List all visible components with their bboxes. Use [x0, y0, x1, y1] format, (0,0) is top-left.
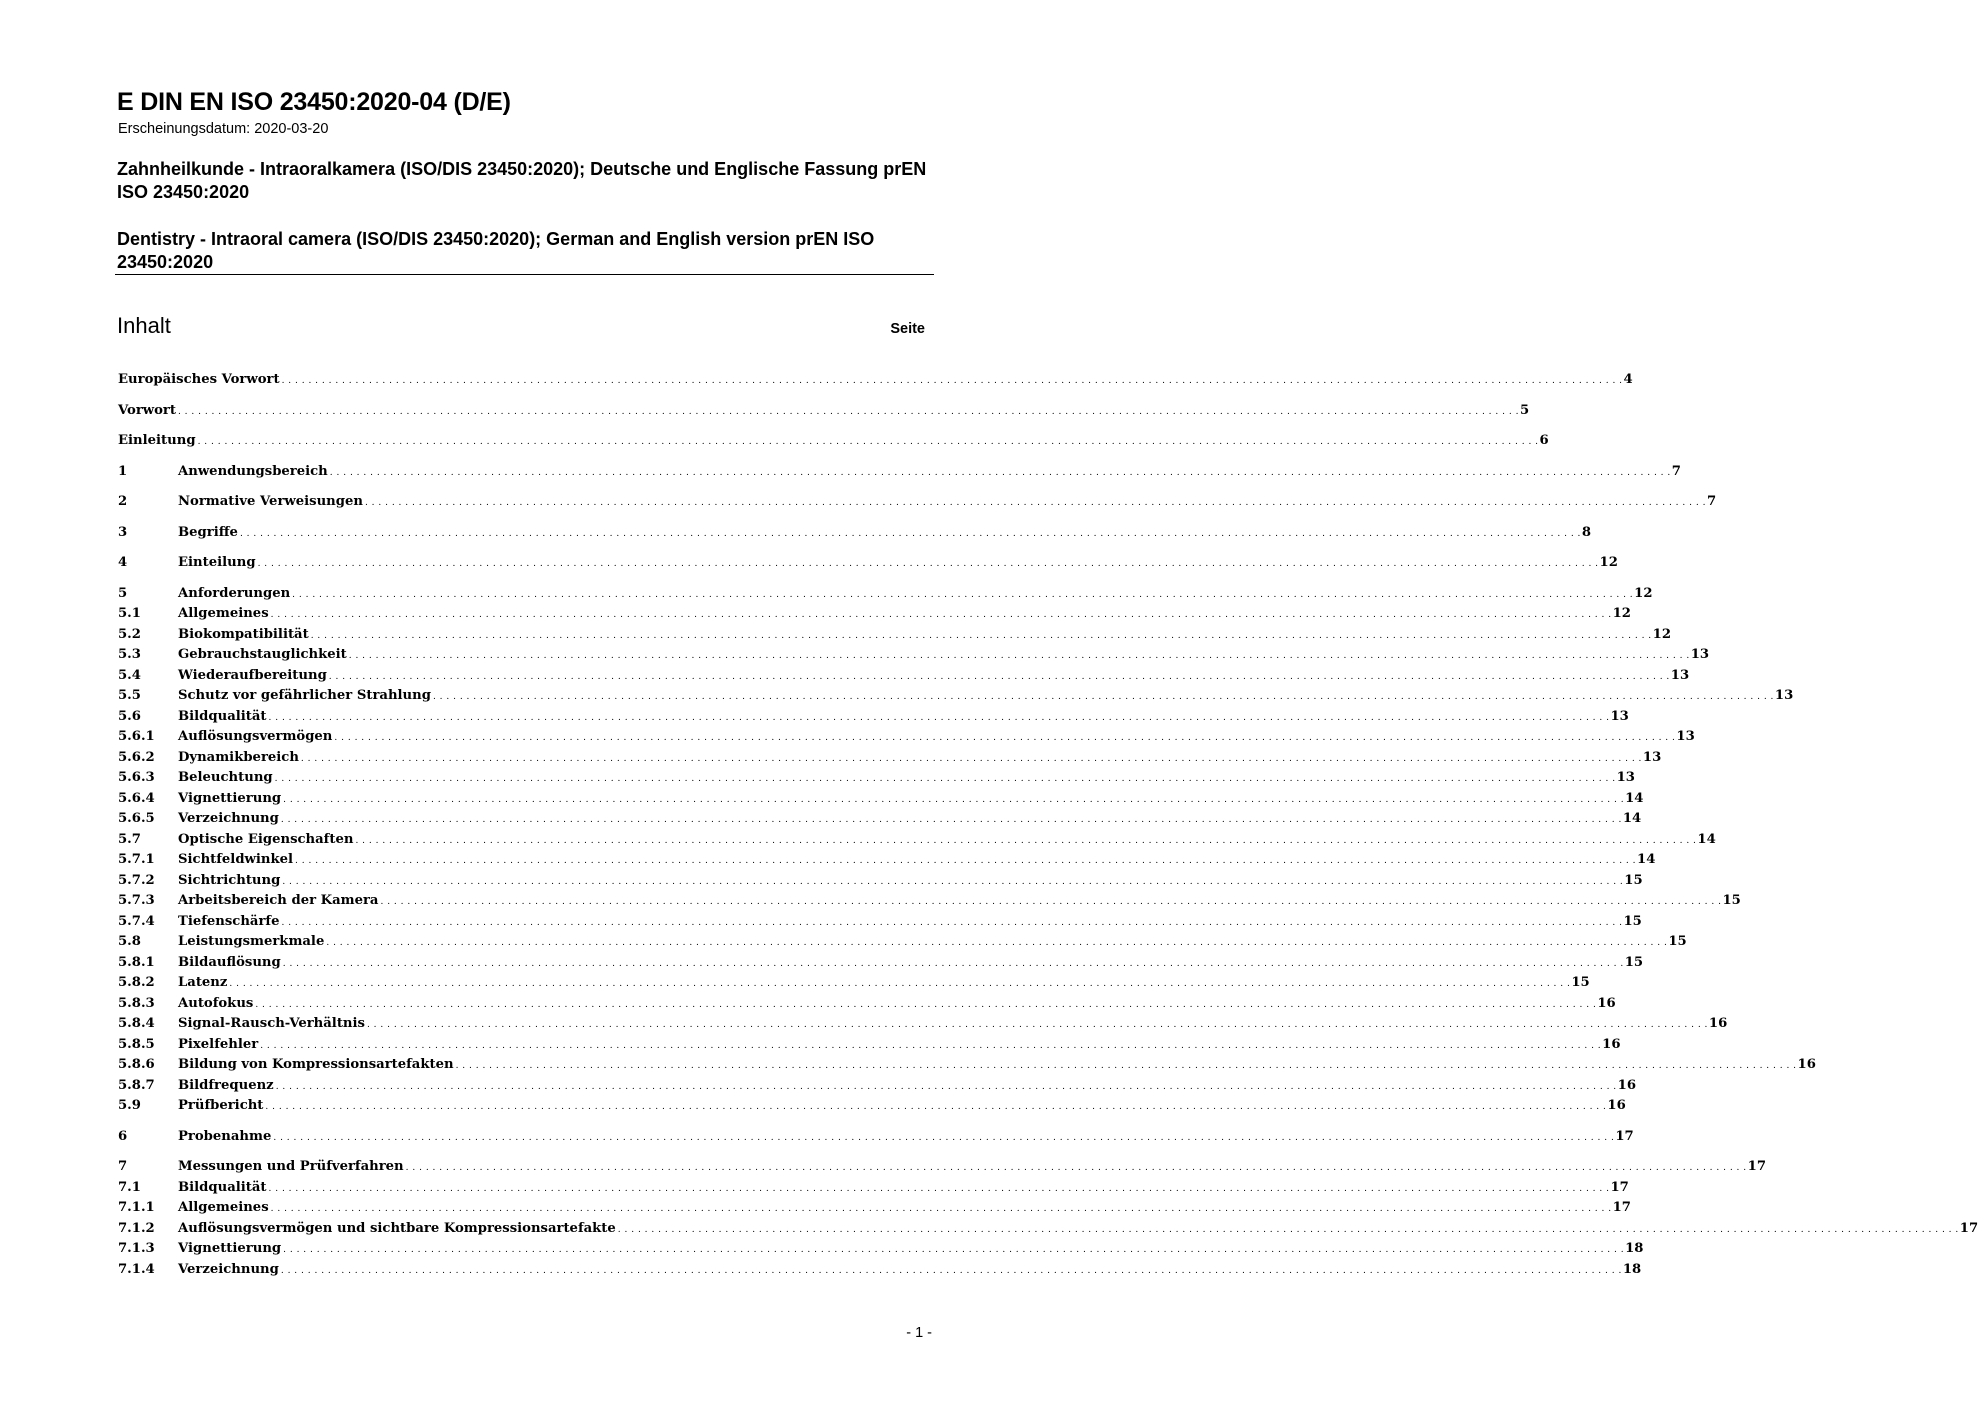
toc-entry[interactable]	[118, 1014, 1728, 1035]
toc-entry-number: 5.8.3	[118, 995, 155, 1011]
toc-entry[interactable]	[118, 462, 1681, 483]
dot-leader: . . . . . . . . . . . . . . . . . . . . . . . . . . . . . . . . . . . . . . . . . . . . . . . . . . . . . . . . . . . . . . . . . . . . . . . . . . . . . . . . . . . . . . . . . . . . . . . . . . . . . . . . . . . . . . . . . . . . . . . . . . . . . . . . . . . . . . . . . . . . . . . . . . . . . . . . . . . . . . . . . . . . . . . . . . . . . . . . . . . . . . . . . . . . . . . . . . . . . . . .	[292, 589, 1634, 600]
dot-leader: . . . . . . . . . . . . . . . . . . . . . . . . . . . . . . . . . . . . . . . . . . . . . . . . . . . . . . . . . . . . . . . . . . . . . . . . . . . . . . . . . . . . . . . . . . . . . . . . . . . . . . . . . . . . . . . . . . . . . . . . . . . . . . . . . . . . . . . . . . . . . . . . . . . . . . . . . . . . . . . . . . . . . . . . . . . . . . . . . . . . . . . . . . . . . . . . . . . . . . . .	[364, 498, 1706, 508]
toc-entry-number: 5.5	[118, 688, 141, 703]
toc-entry[interactable]	[118, 707, 1629, 728]
toc-entry-title: Verzeichnung	[178, 1260, 281, 1281]
title-english: Dentistry - Intraoral camera (ISO/DIS 23450:2020); German and English version prEN ISO 23450:2020	[117, 229, 875, 272]
toc-entry-page: 12	[1652, 626, 1672, 642]
toc-entry-title: Sichtfeldwinkel	[178, 850, 295, 871]
toc-entry-title: Allgemeines	[178, 1198, 271, 1219]
toc-entry-page: 13	[1616, 770, 1635, 785]
toc-entry-number: 5.8.2	[118, 975, 155, 990]
toc-entry-title: Einleitung	[118, 431, 198, 452]
toc-entry-title: Probenahme	[178, 1127, 273, 1148]
toc-entry-page: 16	[1607, 1098, 1626, 1113]
toc-entry-title: Schutz vor gefährlicher Strahlung	[178, 686, 433, 707]
publication-date: Erscheinungsdatum: 2020-03-20	[118, 121, 329, 137]
toc-entry[interactable]	[118, 553, 1618, 574]
toc-entry-number: 5.4	[118, 667, 141, 683]
toc-entry[interactable]	[118, 492, 1717, 513]
toc-entry-page: 16	[1597, 995, 1616, 1011]
toc-entry-number: 7.1.2	[118, 1220, 155, 1236]
dot-leader: . . . . . . . . . . . . . . . . . . . . . . . . . . . . . . . . . . . . . . . . . . . . . . . . . . . . . . . . . . . . . . . . . . . . . . . . . . . . . . . . . . . . . . . . . . . . . . . . . . . . . . . . . . . . . . . . . . . . . . . . . . . . . . . . . . . . . . . . . . . . . . . . . . . . . . . . . . . . . . . . . . . . . . . . . . . . . . . . . . . . . . . . . . . . . . . . . . . . . . . .	[255, 999, 1597, 1010]
toc-entry[interactable]	[118, 748, 1662, 769]
toc-entry-page: 17	[1610, 1179, 1629, 1195]
dot-leader: . . . . . . . . . . . . . . . . . . . . . . . . . . . . . . . . . . . . . . . . . . . . . . . . . . . . . . . . . . . . . . . . . . . . . . . . . . . . . . . . . . . . . . . . . . . . . . . . . . . . . . . . . . . . . . . . . . . . . . . . . . . . . . . . . . . . . . . . . . . . . . . . . . . . . . . . . . . . . . . . . . . . . . . . . . . . . . . . . . . . . . . . . . . . . . . . . . . . . . . .	[329, 467, 1671, 478]
toc-entry-number: 5.8	[118, 934, 141, 949]
toc-entry-page: 14	[1625, 790, 1644, 806]
dot-leader: . . . . . . . . . . . . . . . . . . . . . . . . . . . . . . . . . . . . . . . . . . . . . . . . . . . . . . . . . . . . . . . . . . . . . . . . . . . . . . . . . . . . . . . . . . . . . . . . . . . . . . . . . . . . . . . . . . . . . . . . . . . . . . . . . . . . . . . . . . . . . . . . . . . . . . . . . . . . . . . . . . . . . . . . . . . . . . . . . . . . . . . . . . . . . . . . . . . . . . . .	[265, 1102, 1607, 1112]
toc-entry-page: 13	[1610, 708, 1629, 724]
toc-entry-title: Beleuchtung	[178, 768, 275, 789]
toc-entry-number: 3	[118, 524, 128, 540]
toc-entry-page: 16	[1708, 1016, 1728, 1031]
page-number: - 1 -	[906, 1325, 932, 1341]
toc-entry-number: 7.1.1	[118, 1200, 155, 1215]
toc-entry-page: 15	[1624, 954, 1644, 970]
toc-entry-page: 16	[1602, 1036, 1621, 1052]
toc-entry-title: Vignettierung	[178, 789, 283, 810]
toc-entry-title: Verzeichnung	[178, 809, 281, 830]
toc-entry-title: Biokompatibilität	[178, 625, 311, 646]
dot-leader: . . . . . . . . . . . . . . . . . . . . . . . . . . . . . . . . . . . . . . . . . . . . . . . . . . . . . . . . . . . . . . . . . . . . . . . . . . . . . . . . . . . . . . . . . . . . . . . . . . . . . . . . . . . . . . . . . . . . . . . . . . . . . . . . . . . . . . . . . . . . . . . . . . . . . . . . . . . . . . . . . . . . . . . . . . . . . . . . . . . . . . . . . . . . . . . . . . . . . . . .	[229, 979, 1571, 989]
toc-entry-page: 4	[1623, 372, 1633, 387]
toc-entry-title: Einteilung	[178, 553, 258, 574]
toc-entry[interactable]	[118, 1127, 1634, 1148]
toc-entry[interactable]	[118, 645, 1710, 666]
toc-entry-page: 12	[1634, 585, 1653, 601]
dot-leader: . . . . . . . . . . . . . . . . . . . . . . . . . . . . . . . . . . . . . . . . . . . . . . . . . . . . . . . . . . . . . . . . . . . . . . . . . . . . . . . . . . . . . . . . . . . . . . . . . . . . . . . . . . . . . . . . . . . . . . . . . . . . . . . . . . . . . . . . . . . . . . . . . . . . . . . . . . . . . . . . . . . . . . . . . . . . . . . . . . . . . . . . . . . . . . . . . . . . . . . .	[268, 712, 1610, 723]
toc-entry[interactable]	[118, 1239, 1644, 1260]
toc-entry-number: 7.1.3	[118, 1241, 155, 1256]
dot-leader: . . . . . . . . . . . . . . . . . . . . . . . . . . . . . . . . . . . . . . . . . . . . . . . . . . . . . . . . . . . . . . . . . . . . . . . . . . . . . . . . . . . . . . . . . . . . . . . . . . . . . . . . . . . . . . . . . . . . . . . . . . . . . . . . . . . . . . . . . . . . . . . . . . . . . . . . . . . . . . . . . . . . . . . . . . . . . . . . . . . . . . . . . . . . . . . . . . . . . . . .	[348, 651, 1690, 661]
toc-entry-title: Bildqualität	[178, 707, 269, 728]
toc-entry-title: Arbeitsbereich der Kamera	[178, 891, 380, 912]
table-of-contents	[118, 370, 1978, 1280]
toc-entry-title: Auflösungsvermögen und sichtbare Kompressionsartefakte	[178, 1219, 618, 1240]
toc-entry-title: Gebrauchstauglichkeit	[178, 645, 349, 666]
dot-leader: . . . . . . . . . . . . . . . . . . . . . . . . . . . . . . . . . . . . . . . . . . . . . . . . . . . . . . . . . . . . . . . . . . . . . . . . . . . . . . . . . . . . . . . . . . . . . . . . . . . . . . . . . . . . . . . . . . . . . . . . . . . . . . . . . . . . . . . . . . . . . . . . . . . . . . . . . . . . . . . . . . . . . . . . . . . . . . . . . . . . . . . . . . . . . . . . . . . . . . . .	[280, 815, 1622, 825]
header-divider	[115, 274, 934, 275]
toc-entry-page: 15	[1624, 872, 1643, 888]
toc-entry[interactable]	[118, 523, 1592, 544]
toc-entry-page: 5	[1519, 402, 1530, 418]
dot-leader: . . . . . . . . . . . . . . . . . . . . . . . . . . . . . . . . . . . . . . . . . . . . . . . . . . . . . . . . . . . . . . . . . . . . . . . . . . . . . . . . . . . . . . . . . . . . . . . . . . . . . . . . . . . . . . . . . . . . . . . . . . . . . . . . . . . . . . . . . . . . . . . . . . . . . . . . . . . . . . . . . . . . . . . . . . . . . . . . . . . . . . . . . . . . . . . . . . . . . . . .	[274, 774, 1616, 784]
dot-leader: . . . . . . . . . . . . . . . . . . . . . . . . . . . . . . . . . . . . . . . . . . . . . . . . . . . . . . . . . . . . . . . . . . . . . . . . . . . . . . . . . . . . . . . . . . . . . . . . . . . . . . . . . . . . . . . . . . . . . . . . . . . . . . . . . . . . . . . . . . . . . . . . . . . . . . . . . . . . . . . . . . . . . . . . . . . . . . . . . . . . . . . . . . . . . . . . . . . . . . . .	[275, 1081, 1617, 1092]
toc-entry-page: 17	[1612, 1200, 1631, 1215]
toc-entry-page: 17	[1615, 1128, 1634, 1144]
toc-heading: Inhalt	[117, 313, 171, 338]
toc-entry[interactable]	[118, 625, 1672, 646]
toc-entry-page: 13	[1642, 749, 1662, 765]
toc-entry-number: 5.8.7	[118, 1077, 155, 1093]
toc-entry-title: Anforderungen	[178, 584, 292, 605]
dot-leader: . . . . . . . . . . . . . . . . . . . . . . . . . . . . . . . . . . . . . . . . . . . . . . . . . . . . . . . . . . . . . . . . . . . . . . . . . . . . . . . . . . . . . . . . . . . . . . . . . . . . . . . . . . . . . . . . . . . . . . . . . . . . . . . . . . . . . . . . . . . . . . . . . . . . . . . . . . . . . . . . . . . . . . . . . . . . . . . . . . . . . . . . . . . . . . . . . . . . . . . .	[281, 917, 1623, 928]
toc-entry-title: Prüfbericht	[178, 1096, 265, 1117]
dot-leader: . . . . . . . . . . . . . . . . . . . . . . . . . . . . . . . . . . . . . . . . . . . . . . . . . . . . . . . . . . . . . . . . . . . . . . . . . . . . . . . . . . . . . . . . . . . . . . . . . . . . . . . . . . . . . . . . . . . . . . . . . . . . . . . . . . . . . . . . . . . . . . . . . . . . . . . . . . . . . . . . . . . . . . . . . . . . . . . . . . . . . . . . . . . . . . . . . . . . . . . .	[268, 1183, 1610, 1194]
dot-leader: . . . . . . . . . . . . . . . . . . . . . . . . . . . . . . . . . . . . . . . . . . . . . . . . . . . . . . . . . . . . . . . . . . . . . . . . . . . . . . . . . . . . . . . . . . . . . . . . . . . . . . . . . . . . . . . . . . . . . . . . . . . . . . . . . . . . . . . . . . . . . . . . . . . . . . . . . . . . . . . . . . . . . . . . . . . . . . . . . . . . . . . . . . . . . . . . . . . . . . . .	[177, 406, 1519, 417]
toc-entry-page: 17	[1747, 1159, 1766, 1174]
toc-entry[interactable]	[118, 891, 1741, 912]
toc-entry-number: 5.6.2	[118, 749, 155, 765]
dot-leader: . . . . . . . . . . . . . . . . . . . . . . . . . . . . . . . . . . . . . . . . . . . . . . . . . . . . . . . . . . . . . . . . . . . . . . . . . . . . . . . . . . . . . . . . . . . . . . . . . . . . . . . . . . . . . . . . . . . . . . . . . . . . . . . . . . . . . . . . . . . . . . . . . . . . . . . . . . . . . . . . . . . . . . . . . . . . . . . . . . . . . . . . . . . . . . . . . . . . . . . .	[281, 376, 1623, 386]
toc-entry-page: 12	[1599, 555, 1618, 570]
dot-leader: . . . . . . . . . . . . . . . . . . . . . . . . . . . . . . . . . . . . . . . . . . . . . . . . . . . . . . . . . . . . . . . . . . . . . . . . . . . . . . . . . . . . . . . . . . . . . . . . . . . . . . . . . . . . . . . . . . . . . . . . . . . . . . . . . . . . . . . . . . . . . . . . . . . . . . . . . . . . . . . . . . . . . . . . . . . . . . . . . . . . . . . . . . . . . . . . . . . . . . . .	[283, 1245, 1625, 1255]
dot-leader: . . . . . . . . . . . . . . . . . . . . . . . . . . . . . . . . . . . . . . . . . . . . . . . . . . . . . . . . . . . . . . . . . . . . . . . . . . . . . . . . . . . . . . . . . . . . . . . . . . . . . . . . . . . . . . . . . . . . . . . . . . . . . . . . . . . . . . . . . . . . . . . . . . . . . . . . . . . . . . . . . . . . . . . . . . . . . . . . . . . . . . . . . . . . . . . . . . . . . . . .	[270, 610, 1612, 620]
toc-entry[interactable]	[118, 1096, 1626, 1117]
toc-entry-number: 5.8.4	[118, 1016, 155, 1031]
toc-entry-number: 5.7.2	[118, 872, 155, 888]
toc-entry[interactable]	[118, 686, 1794, 707]
dot-leader: . . . . . . . . . . . . . . . . . . . . . . . . . . . . . . . . . . . . . . . . . . . . . . . . . . . . . . . . . . . . . . . . . . . . . . . . . . . . . . . . . . . . . . . . . . . . . . . . . . . . . . . . . . . . . . . . . . . . . . . . . . . . . . . . . . . . . . . . . . . . . . . . . . . . . . . . . . . . . . . . . . . . . . . . . . . . . . . . . . . . . . . . . . . . . . . . . . . . . . . .	[270, 1204, 1612, 1214]
toc-entry-number: 5.8.5	[118, 1036, 155, 1052]
toc-entry-number: 7	[118, 1159, 128, 1174]
toc-entry[interactable]	[118, 584, 1653, 605]
toc-entry[interactable]	[118, 932, 1687, 953]
toc-entry-title: Signal-Rausch-Verhältnis	[178, 1014, 367, 1035]
toc-entry[interactable]	[118, 1157, 1766, 1178]
toc-entry[interactable]	[118, 850, 1656, 871]
toc-entry-title: Bildfrequenz	[178, 1076, 276, 1097]
toc-entry[interactable]	[118, 789, 1644, 810]
toc-entry[interactable]	[118, 953, 1644, 974]
toc-entry-title: Bildung von Kompressionsartefakten	[178, 1055, 456, 1076]
toc-entry-page: 13	[1774, 688, 1794, 703]
dot-leader: . . . . . . . . . . . . . . . . . . . . . . . . . . . . . . . . . . . . . . . . . . . . . . . . . . . . . . . . . . . . . . . . . . . . . . . . . . . . . . . . . . . . . . . . . . . . . . . . . . . . . . . . . . . . . . . . . . . . . . . . . . . . . . . . . . . . . . . . . . . . . . . . . . . . . . . . . . . . . . . . . . . . . . . . . . . . . . . . . . . . . . . . . . . . . . . . . . . . . . . .	[432, 692, 1774, 702]
toc-entry-page: 18	[1625, 1241, 1644, 1256]
toc-entry-number: 5.8.6	[118, 1057, 155, 1072]
toc-entry-number: 5	[118, 585, 128, 601]
toc-entry[interactable]	[118, 727, 1695, 748]
toc-entry-title: Bildqualität	[178, 1178, 269, 1199]
dot-leader: . . . . . . . . . . . . . . . . . . . . . . . . . . . . . . . . . . . . . . . . . . . . . . . . . . . . . . . . . . . . . . . . . . . . . . . . . . . . . . . . . . . . . . . . . . . . . . . . . . . . . . . . . . . . . . . . . . . . . . . . . . . . . . . . . . . . . . . . . . . . . . . . . . . . . . . . . . . . . . . . . . . . . . . . . . . . . . . . . . . . . . . . . . . . . . . . . . . . . . . .	[239, 528, 1581, 539]
toc-entry-number: 5.1	[118, 606, 141, 621]
toc-entry[interactable]	[118, 830, 1716, 851]
toc-entry-page: 15	[1668, 934, 1687, 949]
toc-entry[interactable]	[118, 370, 1633, 391]
toc-entry[interactable]	[118, 973, 1590, 994]
dot-leader: . . . . . . . . . . . . . . . . . . . . . . . . . . . . . . . . . . . . . . . . . . . . . . . . . . . . . . . . . . . . . . . . . . . . . . . . . . . . . . . . . . . . . . . . . . . . . . . . . . . . . . . . . . . . . . . . . . . . . . . . . . . . . . . . . . . . . . . . . . . . . . . . . . . . . . . . . . . . . . . . . . . . . . . . . . . . . . . . . . . . . . . . . . . . . . . . . . . . . . . .	[280, 1265, 1622, 1276]
toc-entry-title: Anwendungsbereich	[178, 462, 330, 483]
toc-entry-number: 2	[118, 494, 128, 509]
toc-entry-number: 5.6.3	[118, 770, 155, 785]
toc-entry-number: 5.7.1	[118, 852, 155, 867]
toc-entry-number: 4	[118, 555, 128, 570]
toc-entry-page: 7	[1706, 494, 1717, 509]
toc-entry-page: 14	[1697, 831, 1716, 847]
toc-entry-title: Vignettierung	[178, 1239, 283, 1260]
toc-entry-page: 18	[1622, 1261, 1642, 1277]
toc-entry-page: 13	[1670, 667, 1690, 683]
toc-entry-page: 13	[1690, 647, 1710, 662]
toc-entry-title: Messungen und Prüfverfahren	[178, 1157, 406, 1178]
toc-entry-title: Tiefenschärfe	[178, 912, 281, 933]
toc-entry-page: 6	[1539, 433, 1549, 448]
dot-leader: . . . . . . . . . . . . . . . . . . . . . . . . . . . . . . . . . . . . . . . . . . . . . . . . . . . . . . . . . . . . . . . . . . . . . . . . . . . . . . . . . . . . . . . . . . . . . . . . . . . . . . . . . . . . . . . . . . . . . . . . . . . . . . . . . . . . . . . . . . . . . . . . . . . . . . . . . . . . . . . . . . . . . . . . . . . . . . . . . . . . . . . . . . . . . . . . . . . . . . . .	[282, 958, 1624, 969]
toc-entry-title: Europäisches Vorwort	[118, 370, 282, 391]
toc-entry[interactable]	[118, 1198, 1631, 1219]
dot-leader: . . . . . . . . . . . . . . . . . . . . . . . . . . . . . . . . . . . . . . . . . . . . . . . . . . . . . . . . . . . . . . . . . . . . . . . . . . . . . . . . . . . . . . . . . . . . . . . . . . . . . . . . . . . . . . . . . . . . . . . . . . . . . . . . . . . . . . . . . . . . . . . . . . . . . . . . . . . . . . . . . . . . . . . . . . . . . . . . . . . . . . . . . . . . . . . . . . . . . . . .	[273, 1132, 1615, 1143]
toc-entry[interactable]	[118, 1035, 1621, 1056]
toc-entry[interactable]	[118, 871, 1643, 892]
toc-entry[interactable]	[118, 1260, 1642, 1281]
toc-entry-page: 12	[1612, 606, 1631, 621]
toc-entry-title: Pixelfehler	[178, 1035, 260, 1056]
toc-entry[interactable]	[118, 401, 1530, 422]
toc-entry-page: 15	[1571, 975, 1590, 990]
dot-leader: . . . . . . . . . . . . . . . . . . . . . . . . . . . . . . . . . . . . . . . . . . . . . . . . . . . . . . . . . . . . . . . . . . . . . . . . . . . . . . . . . . . . . . . . . . . . . . . . . . . . . . . . . . . . . . . . . . . . . . . . . . . . . . . . . . . . . . . . . . . . . . . . . . . . . . . . . . . . . . . . . . . . . . . . . . . . . . . . . . . . . . . . . . . . . . . . . . . . . . . .	[380, 897, 1722, 907]
toc-entry-page: 13	[1676, 729, 1695, 744]
toc-entry-title: Optische Eigenschaften	[178, 830, 355, 851]
toc-entry-page: 15	[1722, 893, 1741, 908]
toc-entry-number: 5.2	[118, 626, 141, 642]
toc-entry-number: 5.6.1	[118, 729, 155, 744]
toc-entry-number: 5.3	[118, 647, 141, 662]
dot-leader: . . . . . . . . . . . . . . . . . . . . . . . . . . . . . . . . . . . . . . . . . . . . . . . . . . . . . . . . . . . . . . . . . . . . . . . . . . . . . . . . . . . . . . . . . . . . . . . . . . . . . . . . . . . . . . . . . . . . . . . . . . . . . . . . . . . . . . . . . . . . . . . . . . . . . . . . . . . . . . . . . . . . . . . . . . . . . . . . . . . . . . . . . . . . . . . . . . . . . . . .	[326, 938, 1668, 948]
toc-entry[interactable]	[118, 604, 1631, 625]
title-german: Zahnheilkunde - Intraoralkamera (ISO/DIS 23450:2020); Deutsche und Englische Fassung prEN ISO 23450:2020	[117, 159, 927, 202]
dot-leader: . . . . . . . . . . . . . . . . . . . . . . . . . . . . . . . . . . . . . . . . . . . . . . . . . . . . . . . . . . . . . . . . . . . . . . . . . . . . . . . . . . . . . . . . . . . . . . . . . . . . . . . . . . . . . . . . . . . . . . . . . . . . . . . . . . . . . . . . . . . . . . . . . . . . . . . . . . . . . . . . . . . . . . . . . . . . . . . . . . . . . . . . . . . . . . . . . . . . . . . .	[197, 437, 1539, 447]
toc-entry-number: 5.6.5	[118, 811, 155, 826]
toc-entry-title: Latenz	[178, 973, 229, 994]
toc-entry[interactable]	[118, 768, 1635, 789]
toc-entry-title: Vorwort	[118, 401, 178, 422]
document-title: E DIN EN ISO 23450:2020-04 (D/E)	[117, 88, 511, 116]
toc-entry[interactable]	[118, 994, 1616, 1015]
toc-entry-number: 5.6	[118, 708, 141, 724]
dot-leader: . . . . . . . . . . . . . . . . . . . . . . . . . . . . . . . . . . . . . . . . . . . . . . . . . . . . . . . . . . . . . . . . . . . . . . . . . . . . . . . . . . . . . . . . . . . . . . . . . . . . . . . . . . . . . . . . . . . . . . . . . . . . . . . . . . . . . . . . . . . . . . . . . . . . . . . . . . . . . . . . . . . . . . . . . . . . . . . . . . . . . . . . . . . . . . . . . . . . . . . .	[328, 671, 1670, 682]
toc-entry-title: Bildauflösung	[178, 953, 283, 974]
dot-leader: . . . . . . . . . . . . . . . . . . . . . . . . . . . . . . . . . . . . . . . . . . . . . . . . . . . . . . . . . . . . . . . . . . . . . . . . . . . . . . . . . . . . . . . . . . . . . . . . . . . . . . . . . . . . . . . . . . . . . . . . . . . . . . . . . . . . . . . . . . . . . . . . . . . . . . . . . . . . . . . . . . . . . . . . . . . . . . . . . . . . . . . . . . . . . . . . . . . . . . . .	[617, 1224, 1959, 1235]
toc-entry-page: 17	[1959, 1220, 1978, 1236]
toc-entry-number: 1	[118, 463, 128, 479]
toc-entry-page: 15	[1623, 913, 1642, 929]
toc-entry-title: Leistungsmerkmale	[178, 932, 326, 953]
toc-entry[interactable]	[118, 431, 1549, 452]
dot-leader: . . . . . . . . . . . . . . . . . . . . . . . . . . . . . . . . . . . . . . . . . . . . . . . . . . . . . . . . . . . . . . . . . . . . . . . . . . . . . . . . . . . . . . . . . . . . . . . . . . . . . . . . . . . . . . . . . . . . . . . . . . . . . . . . . . . . . . . . . . . . . . . . . . . . . . . . . . . . . . . . . . . . . . . . . . . . . . . . . . . . . . . . . . . . . . . . . . . . . . . .	[310, 630, 1652, 641]
toc-entry[interactable]	[118, 666, 1690, 687]
toc-entry-number: 5.6.4	[118, 790, 155, 806]
toc-entry-number: 5.7.4	[118, 913, 155, 929]
dot-leader: . . . . . . . . . . . . . . . . . . . . . . . . . . . . . . . . . . . . . . . . . . . . . . . . . . . . . . . . . . . . . . . . . . . . . . . . . . . . . . . . . . . . . . . . . . . . . . . . . . . . . . . . . . . . . . . . . . . . . . . . . . . . . . . . . . . . . . . . . . . . . . . . . . . . . . . . . . . . . . . . . . . . . . . . . . . . . . . . . . . . . . . . . . . . . . . . . . . . . . . .	[366, 1020, 1708, 1030]
dot-leader: . . . . . . . . . . . . . . . . . . . . . . . . . . . . . . . . . . . . . . . . . . . . . . . . . . . . . . . . . . . . . . . . . . . . . . . . . . . . . . . . . . . . . . . . . . . . . . . . . . . . . . . . . . . . . . . . . . . . . . . . . . . . . . . . . . . . . . . . . . . . . . . . . . . . . . . . . . . . . . . . . . . . . . . . . . . . . . . . . . . . . . . . . . . . . . . . . . . . . . . .	[455, 1061, 1797, 1071]
toc-entry-title: Normative Verweisungen	[178, 492, 365, 513]
toc-entry[interactable]	[118, 809, 1642, 830]
toc-entry-page: 16	[1617, 1077, 1637, 1093]
toc-entry-title: Begriffe	[178, 523, 240, 544]
toc-entry-number: 5.7	[118, 831, 141, 847]
toc-entry[interactable]	[118, 912, 1642, 933]
toc-entry[interactable]	[118, 1076, 1637, 1097]
dot-leader: . . . . . . . . . . . . . . . . . . . . . . . . . . . . . . . . . . . . . . . . . . . . . . . . . . . . . . . . . . . . . . . . . . . . . . . . . . . . . . . . . . . . . . . . . . . . . . . . . . . . . . . . . . . . . . . . . . . . . . . . . . . . . . . . . . . . . . . . . . . . . . . . . . . . . . . . . . . . . . . . . . . . . . . . . . . . . . . . . . . . . . . . . . . . . . . . . . . . . . . .	[257, 559, 1599, 569]
dot-leader: . . . . . . . . . . . . . . . . . . . . . . . . . . . . . . . . . . . . . . . . . . . . . . . . . . . . . . . . . . . . . . . . . . . . . . . . . . . . . . . . . . . . . . . . . . . . . . . . . . . . . . . . . . . . . . . . . . . . . . . . . . . . . . . . . . . . . . . . . . . . . . . . . . . . . . . . . . . . . . . . . . . . . . . . . . . . . . . . . . . . . . . . . . . . . . . . . . . . . . . .	[334, 733, 1676, 743]
toc-entry-number: 5.8.1	[118, 954, 155, 970]
toc-entry-title: Auflösungsvermögen	[178, 727, 334, 748]
dot-leader: . . . . . . . . . . . . . . . . . . . . . . . . . . . . . . . . . . . . . . . . . . . . . . . . . . . . . . . . . . . . . . . . . . . . . . . . . . . . . . . . . . . . . . . . . . . . . . . . . . . . . . . . . . . . . . . . . . . . . . . . . . . . . . . . . . . . . . . . . . . . . . . . . . . . . . . . . . . . . . . . . . . . . . . . . . . . . . . . . . . . . . . . . . . . . . . . . . . . . . . .	[295, 856, 1637, 866]
dot-leader: . . . . . . . . . . . . . . . . . . . . . . . . . . . . . . . . . . . . . . . . . . . . . . . . . . . . . . . . . . . . . . . . . . . . . . . . . . . . . . . . . . . . . . . . . . . . . . . . . . . . . . . . . . . . . . . . . . . . . . . . . . . . . . . . . . . . . . . . . . . . . . . . . . . . . . . . . . . . . . . . . . . . . . . . . . . . . . . . . . . . . . . . . . . . . . . . . . . . . . . .	[260, 1040, 1602, 1051]
dot-leader: . . . . . . . . . . . . . . . . . . . . . . . . . . . . . . . . . . . . . . . . . . . . . . . . . . . . . . . . . . . . . . . . . . . . . . . . . . . . . . . . . . . . . . . . . . . . . . . . . . . . . . . . . . . . . . . . . . . . . . . . . . . . . . . . . . . . . . . . . . . . . . . . . . . . . . . . . . . . . . . . . . . . . . . . . . . . . . . . . . . . . . . . . . . . . . . . . . . . . . . .	[405, 1163, 1747, 1173]
toc-entry-number: 6	[118, 1128, 128, 1144]
toc-entry-title: Allgemeines	[178, 604, 271, 625]
toc-entry-page: 8	[1581, 524, 1592, 540]
toc-entry-title: Autofokus	[178, 994, 255, 1015]
toc-entry[interactable]	[118, 1219, 1978, 1240]
toc-entry-title: Wiederaufbereitung	[178, 666, 329, 687]
toc-entry-page: 14	[1637, 852, 1656, 867]
toc-entry-page: 7	[1671, 463, 1681, 479]
toc-page-column-label: Seite	[890, 321, 925, 337]
toc-entry-number: 5.7.3	[118, 893, 155, 908]
toc-entry-number: 5.9	[118, 1098, 141, 1113]
dot-leader: . . . . . . . . . . . . . . . . . . . . . . . . . . . . . . . . . . . . . . . . . . . . . . . . . . . . . . . . . . . . . . . . . . . . . . . . . . . . . . . . . . . . . . . . . . . . . . . . . . . . . . . . . . . . . . . . . . . . . . . . . . . . . . . . . . . . . . . . . . . . . . . . . . . . . . . . . . . . . . . . . . . . . . . . . . . . . . . . . . . . . . . . . . . . . . . . . . . . . . . .	[282, 876, 1624, 887]
toc-entry[interactable]	[118, 1055, 1816, 1076]
toc-entry[interactable]	[118, 1178, 1629, 1199]
toc-entry-number: 7.1	[118, 1179, 141, 1195]
toc-entry-title: Dynamikbereich	[178, 748, 301, 769]
toc-entry-title: Sichtrichtung	[178, 871, 282, 892]
toc-entry-number: 7.1.4	[118, 1261, 155, 1277]
toc-entry-page: 16	[1797, 1057, 1816, 1072]
toc-entry-page: 14	[1622, 811, 1642, 826]
dot-leader: . . . . . . . . . . . . . . . . . . . . . . . . . . . . . . . . . . . . . . . . . . . . . . . . . . . . . . . . . . . . . . . . . . . . . . . . . . . . . . . . . . . . . . . . . . . . . . . . . . . . . . . . . . . . . . . . . . . . . . . . . . . . . . . . . . . . . . . . . . . . . . . . . . . . . . . . . . . . . . . . . . . . . . . . . . . . . . . . . . . . . . . . . . . . . . . . . . . . . . . .	[300, 753, 1642, 764]
dot-leader: . . . . . . . . . . . . . . . . . . . . . . . . . . . . . . . . . . . . . . . . . . . . . . . . . . . . . . . . . . . . . . . . . . . . . . . . . . . . . . . . . . . . . . . . . . . . . . . . . . . . . . . . . . . . . . . . . . . . . . . . . . . . . . . . . . . . . . . . . . . . . . . . . . . . . . . . . . . . . . . . . . . . . . . . . . . . . . . . . . . . . . . . . . . . . . . . . . . . . . . .	[283, 794, 1625, 805]
dot-leader: . . . . . . . . . . . . . . . . . . . . . . . . . . . . . . . . . . . . . . . . . . . . . . . . . . . . . . . . . . . . . . . . . . . . . . . . . . . . . . . . . . . . . . . . . . . . . . . . . . . . . . . . . . . . . . . . . . . . . . . . . . . . . . . . . . . . . . . . . . . . . . . . . . . . . . . . . . . . . . . . . . . . . . . . . . . . . . . . . . . . . . . . . . . . . . . . . . . . . . . .	[355, 835, 1697, 846]
